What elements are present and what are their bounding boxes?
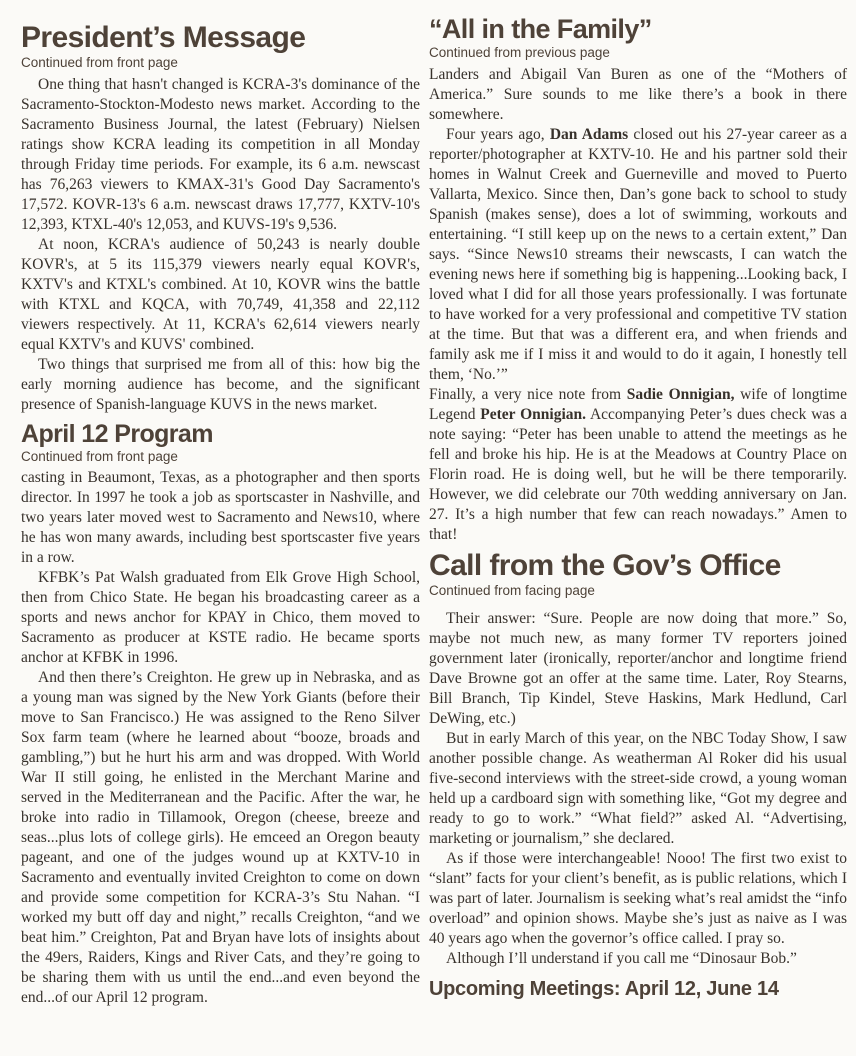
paragraph: KFBK’s Pat Walsh graduated from Elk Grove High School, then from Chico State. He began his broadcasting career as a sports and news anchor for KPAY in Chico, them moved to Sacramento as producer at KSTE radio. He became sports anchor at KFBK in 1996. [21, 569, 420, 667]
paragraph [429, 385, 847, 545]
text-run: Accompanying Peter’s dues check was a note saying: “Peter has been unable to attend the meetings as he fell and broke his hip. He is at the Meadows at Country Place on Florin road. He is doing well, but he will be there temporarily. However, we did celebrate our 70th wedding anniversary on Jan. 27. It’s a high number that few can reach nowadays.” Amen to that! [429, 405, 847, 543]
article-all-in-the-family [429, 15, 847, 545]
article-presidents-message [21, 22, 420, 415]
left-column [21, 0, 420, 1008]
text-run: Four years ago, [446, 125, 550, 143]
all-in-the-family-title: “All in the Family” [429, 14, 652, 44]
paragraph: Although I’ll understand if you call me “Dinosaur Bob.” [446, 950, 797, 968]
person-name-sadie-onnigian: Sadie Onnigian, [626, 385, 735, 403]
text-run: wife of longtime Legend [429, 385, 847, 423]
presidents-message-continued: Continued from front page [21, 55, 178, 71]
april-12-program-continued: Continued from front page [21, 448, 178, 464]
call-from-govs-office-title: Call from the Gov’s Office [429, 548, 781, 582]
right-column [429, 0, 847, 1000]
upcoming-meetings-banner [429, 979, 847, 1000]
text-run: Finally, a very nice note from [429, 385, 627, 403]
call-from-govs-office-continued: Continued from facing page [429, 582, 595, 598]
upcoming-meetings-title: Upcoming Meetings: April 12, June 14 [429, 978, 779, 1001]
paragraph [429, 125, 847, 385]
paragraph: Their answer: “Sure. People are now doing that more.” So, maybe not much new, as many former TV reporters joined government later (ironically, reporter/anchor and longtime friend Dave Browne got an offer at the same time. Later, Roy Stearns, Bill Branch, Tip Kindel, Steve Haskins, Mark Hedlund, Carl DeWing, etc.) [429, 610, 847, 728]
paragraph: One thing that hasn't changed is KCRA-3's dominance of the Sacramento-Stockton-Modesto news market. According to the Sacramento Business Journal, the latest (February) Nielsen ratings show KCRA leading its competition in all Monday through Friday time periods. For example, its 6 a.m. newscast has 76,263 viewers to KMAX-31's Good Day Sacramento's 17,572. KOVR-13's 6 a.m. newscast draws 17,777, KXTV-10's 12,393, KTXL-40's 12,053, and KUVS-19's 9,536. [21, 75, 420, 233]
paragraph: At noon, KCRA's audience of 50,243 is nearly double KOVR's, at 5 its 115,379 viewers nearly equal KOVR's, KXTV's and KTXL's combined. At 10, KOVR wins the battle with KTXL and KQCA, with 70,749, 41,358 and 22,112 viewers respectively. At 11, KCRA's 62,614 viewers nearly equal KXTV's and KUVS' combined. [21, 235, 420, 353]
person-name-peter-onnigian: Peter Onnigian. [480, 405, 586, 423]
paragraph: But in early March of this year, on the NBC Today Show, I saw another possible change. As weatherman Al Roker did his usual five-second interviews with the street-side crowd, a young woman held up a cardboard sign with something like, “Got my degree and ready to go to work.” “What field?” asked Al. “Advertising, marketing or journalism,” she declared. [429, 730, 847, 848]
text-run: closed out his 27-year career as a reporter/photographer at KXTV-10. He and his partner sold their homes in Walnut Creek and Guerneville and moved to Puerto Vallarta, Mexico. Since then, Dan’s gone back to school to study Spanish (makes sense), does a lot of swimming, workouts and entertaining. “I still keep up on the news to a certain extent,” Dan says. “Since News10 streams their newscasts, I can watch the evening news here if something big is happening...Looking back, I loved what I did for all those years professionally. I was fortunate to have worked for a very professional and competitive TV station at the time. But that was a different era, and when friends and family ask me if I miss it and would to do it again, I honestly tell them, ‘No.’” [429, 125, 847, 383]
person-name-dan-adams: Dan Adams [549, 125, 629, 143]
presidents-message-title: President’s Message [21, 21, 306, 54]
paragraph: casting in Beaumont, Texas, as a photographer and then sports director. In 1997 he took a job as sportscaster in Nashville, and two years later moved west to Sacramento and News10, where he has won many awards, including best sportscaster five years in a row. [21, 469, 420, 567]
paragraph: Two things that surprised me from all of this: how big the early morning audience has become, and the significant presence of Spanish-language KUVS in the news market. [21, 355, 420, 413]
paragraph: As if those were interchangeable! Nooo! The first two exist to “slant” facts for your client’s benefit, as is public relations, which I was part of later. Journalism is seeking what’s real amidst the “info overload” and opinion shows. Maybe she’s just as naive as I was 40 years ago when the governor’s office called. I pray so. [429, 850, 847, 948]
article-april-12-program [21, 421, 420, 1009]
article-call-from-govs-office [429, 550, 847, 970]
paragraph: And then there’s Creighton. He grew up in Nebraska, and as a young man was signed by the New York Giants (before their move to San Francisco.) He was assigned to the Reno Silver Sox farm team (where he learned about “booze, broads and gambling,”) but he hurt his arm and was dropped. With World War II still going, he enlisted in the Merchant Marine and served in the Mediterranean and the Pacific. After the war, he broke into radio in Tillamook, Oregon (cheese, breeze and seas...plus lots of college girls). He emceed an Oregon beauty pageant, and one of the judges wound up at KXTV-10 in Sacramento and eventually invited Creighton to come on down and provide some competition for KCRA-3’s Stu Nahan. “I worked my butt off day and night,” recalls Creighton, “and we beat him.” Creighton, Pat and Bryan have lots of insights about the 49ers, Raiders, Kings and River Cats, and they’re going to be sharing them with us until the end...and even beyond the end...of our April 12 program. [21, 669, 420, 1007]
paragraph: Landers and Abigail Van Buren as one of the “Mothers of America.” Sure sounds to me like there’s a book in there somewhere. [429, 65, 847, 123]
april-12-program-title: April 12 Program [21, 419, 213, 448]
all-in-the-family-continued: Continued from previous page [429, 45, 610, 61]
